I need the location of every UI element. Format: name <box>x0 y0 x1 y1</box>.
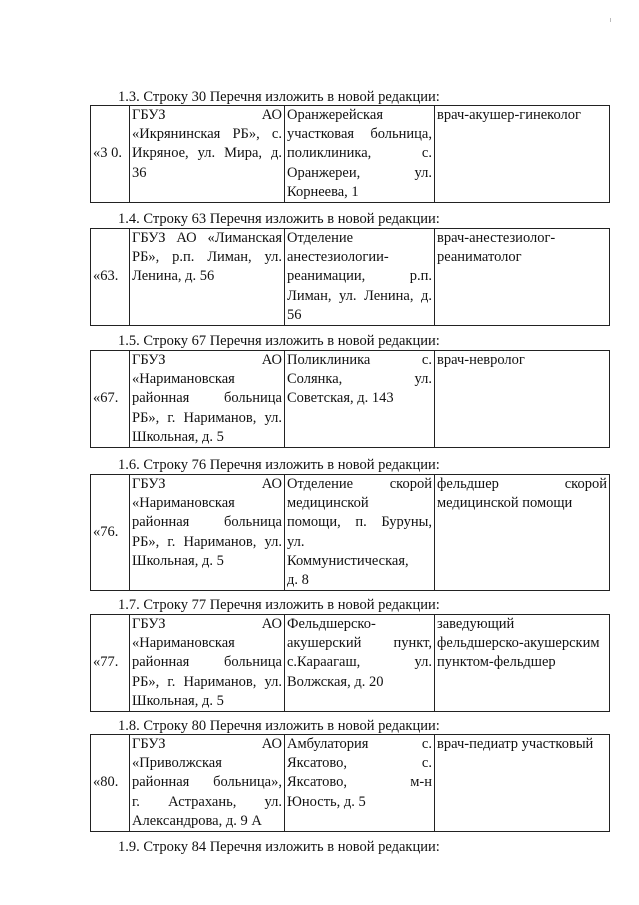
cell-line: медицинской помощи <box>437 495 573 512</box>
cell-line: ГБУЗ АО <box>132 736 282 752</box>
cell-line: пунктом-фельдшер <box>437 654 556 671</box>
position-cell <box>435 106 610 203</box>
address-cell <box>285 351 435 448</box>
cell-line: ГБУЗ АО <box>132 107 282 123</box>
cell-line: РБ», г. Нариманов, ул. <box>132 409 282 426</box>
section-heading: 1.4. Строку 63 Перечня изложить в новой редакции: <box>118 211 440 227</box>
cell-line: фельдшерско-акушерским <box>437 635 600 652</box>
cell-line: районная больница <box>132 390 282 407</box>
cell-line: РБ», г. Нариманов, ул. <box>132 533 282 550</box>
section-heading: 1.7. Строку 77 Перечня изложить в новой редакции: <box>118 597 440 613</box>
cell-line: «Приволжская <box>132 755 222 772</box>
cell-line: РБ», г. Нариманов, ул. <box>132 673 282 690</box>
cell-line: ГБУЗ АО <box>132 476 282 492</box>
cell-line: акушерский пункт, <box>287 635 432 652</box>
address-cell <box>285 106 435 203</box>
row-number-cell: «76. <box>91 475 130 591</box>
address-cell <box>285 735 435 832</box>
row-number-cell: «77. <box>91 615 130 712</box>
cell-line: г. Астрахань, ул. <box>132 793 282 810</box>
cell-line: «Икрянинская РБ», с. <box>132 126 282 143</box>
cell-line: Советская, д. 143 <box>287 390 394 407</box>
cell-line: врач-анестезиолог- <box>437 230 556 246</box>
cell-line: РБ», р.п. Лиман, ул. <box>132 249 282 266</box>
cell-line: Яксатово, м-н <box>287 774 432 791</box>
cell-line: врач-невролог <box>437 352 525 368</box>
cell-line: Александрова, д. 9 А <box>132 812 262 829</box>
scan-mark <box>610 18 611 22</box>
cell-line: «Наримановская <box>132 635 235 652</box>
cell-line: врач-акушер-гинеколог <box>437 107 581 123</box>
table-row <box>91 735 610 832</box>
table-row <box>91 106 610 203</box>
cell-line: Фельдшерско- <box>287 616 376 632</box>
replacement-row-table <box>90 228 610 326</box>
cell-line: Яксатово, с. <box>287 755 432 772</box>
cell-line: 56 <box>287 306 302 323</box>
cell-line: Оранжерейская <box>287 107 383 123</box>
section-heading: 1.3. Строку 30 Перечня изложить в новой редакции: <box>118 89 440 105</box>
organization-cell <box>130 351 285 448</box>
replacement-row-table <box>90 105 610 203</box>
cell-line: Лиман, ул. Ленина, д. <box>287 287 432 304</box>
cell-line: Волжская, д. 20 <box>287 673 384 690</box>
organization-cell <box>130 106 285 203</box>
table-row <box>91 229 610 326</box>
cell-line: Амбулатория с. <box>287 736 432 752</box>
row-number-cell: «63. <box>91 229 130 326</box>
cell-line: с.Караагаш, ул. <box>287 654 432 671</box>
cell-line: врач-педиатр участковый <box>437 736 594 752</box>
cell-line: Отделение <box>287 230 354 246</box>
cell-line: Отделение скорой <box>287 476 432 492</box>
cell-line: помощи, п. Буруны, <box>287 514 432 531</box>
address-cell <box>285 615 435 712</box>
section-heading: 1.6. Строку 76 Перечня изложить в новой редакции: <box>118 457 440 473</box>
replacement-row-table <box>90 350 610 448</box>
cell-line: Школьная, д. 5 <box>132 692 224 709</box>
section-heading: 1.5. Строку 67 Перечня изложить в новой редакции: <box>118 333 440 349</box>
cell-line: «Наримановская <box>132 371 235 388</box>
address-cell <box>285 229 435 326</box>
cell-line: ГБУЗ АО «Лиманская <box>132 230 282 246</box>
cell-line: районная больница <box>132 514 282 531</box>
address-cell <box>285 475 435 591</box>
cell-line: Школьная, д. 5 <box>132 428 224 445</box>
section-heading: 1.9. Строку 84 Перечня изложить в новой редакции: <box>118 839 440 855</box>
position-cell <box>435 229 610 326</box>
table-row <box>91 615 610 712</box>
organization-cell <box>130 615 285 712</box>
replacement-row-table <box>90 614 610 712</box>
cell-line: участковая больница, <box>287 126 432 143</box>
cell-line: «Наримановская <box>132 495 235 512</box>
cell-line: 36 <box>132 164 147 181</box>
cell-line: Школьная, д. 5 <box>132 552 224 569</box>
table-row <box>91 475 610 591</box>
cell-line: Поликлиника с. <box>287 352 432 368</box>
cell-line: заведующий <box>437 616 515 632</box>
cell-line: анестезиологии- <box>287 249 389 266</box>
position-cell <box>435 351 610 448</box>
cell-line: реаниматолог <box>437 249 522 266</box>
row-number-cell: «80. <box>91 735 130 832</box>
table-row <box>91 351 610 448</box>
replacement-row-table <box>90 474 610 591</box>
cell-line: медицинской <box>287 495 369 512</box>
cell-line: Икряное, ул. Мира, д. <box>132 145 282 162</box>
position-cell <box>435 615 610 712</box>
cell-line: Коммунистическая, <box>287 552 409 569</box>
cell-line: ул. <box>287 533 305 550</box>
cell-line: районная больница <box>132 654 282 671</box>
cell-line: ГБУЗ АО <box>132 352 282 368</box>
organization-cell <box>130 229 285 326</box>
cell-line: д. 8 <box>287 572 309 589</box>
organization-cell <box>130 735 285 832</box>
section-heading: 1.8. Строку 80 Перечня изложить в новой редакции: <box>118 718 440 734</box>
cell-line: Оранжереи, ул. <box>287 164 432 181</box>
cell-line: Корнеева, 1 <box>287 183 359 200</box>
position-cell <box>435 735 610 832</box>
position-cell <box>435 475 610 591</box>
cell-line: Юность, д. 5 <box>287 793 366 810</box>
row-number-cell: «67. <box>91 351 130 448</box>
cell-line: фельдшер скорой <box>437 476 607 492</box>
row-number-cell: «3 0. <box>91 106 130 203</box>
cell-line: ГБУЗ АО <box>132 616 282 632</box>
cell-line: поликлиника, с. <box>287 145 432 162</box>
cell-line: реанимации, р.п. <box>287 268 432 285</box>
replacement-row-table <box>90 734 610 832</box>
cell-line: Солянка, ул. <box>287 371 432 388</box>
cell-line: районная больница», <box>132 774 282 791</box>
organization-cell <box>130 475 285 591</box>
cell-line: Ленина, д. 56 <box>132 268 215 285</box>
